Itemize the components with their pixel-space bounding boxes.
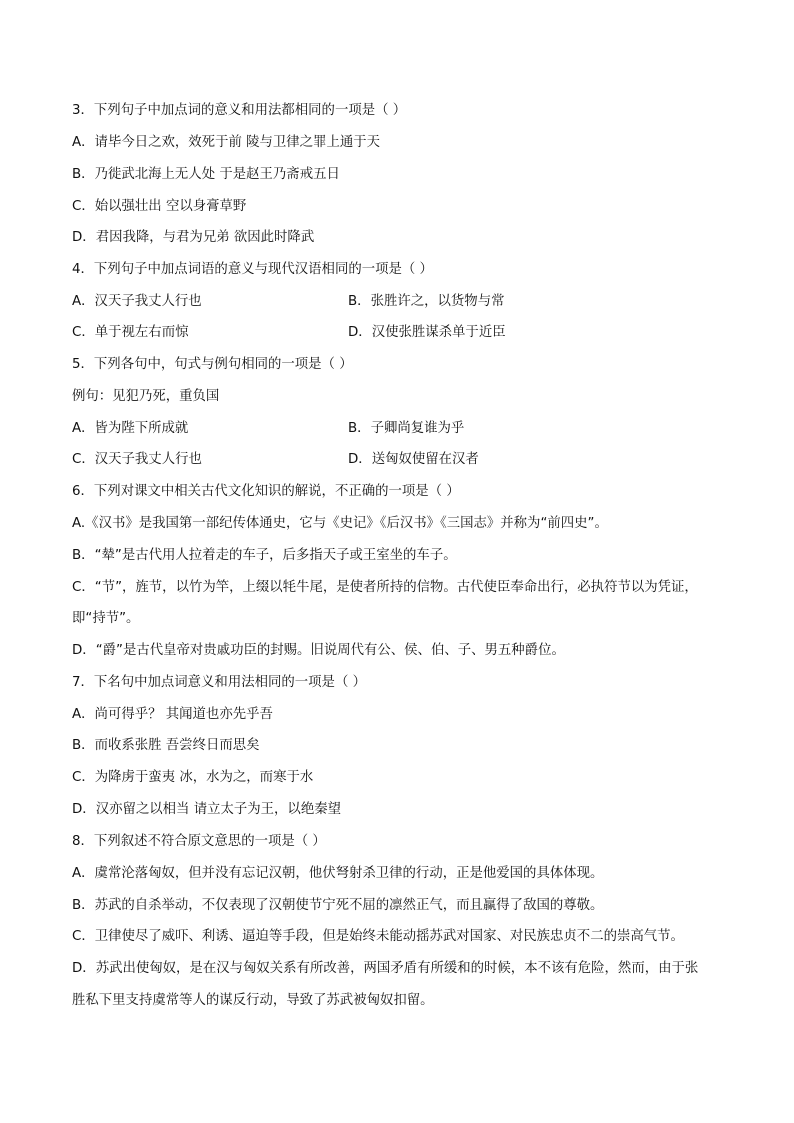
question-7-option-b: B．而收系张胜 吾尝终日而思矣 bbox=[72, 738, 260, 753]
question-4-option-b: B．张胜许之，以货物与常 bbox=[348, 294, 505, 309]
question-5-row-2 bbox=[72, 449, 734, 471]
question-5-option-c: C．汉天子我丈人行也 bbox=[72, 452, 202, 467]
question-5-example: 例句：见犯乃死，重负国 bbox=[72, 389, 220, 404]
question-3-option-d: D．君因我降，与君为兄弟 欲因此时降武 bbox=[72, 230, 315, 245]
question-4-option-a: A．汉天子我丈人行也 bbox=[72, 294, 202, 309]
question-4-option-c: C．单于视左右而惊 bbox=[72, 325, 189, 340]
question-6-option-d: D．“爵”是古代皇帝对贵戚功臣的封赐。旧说周代有公、侯、伯、子、男五种爵位。 bbox=[72, 643, 565, 658]
question-3-option-b: B．乃徙武北海上无人处 于是赵王乃斋戒五日 bbox=[72, 167, 340, 182]
question-8-option-c: C．卫律使尽了威吓、利诱、逼迫等手段，但是始终未能动摇苏武对国家、对民族忠贞不二的崇高气节。 bbox=[72, 929, 684, 944]
question-4-stem: 4．下列句子中加点词语的意义与现代汉语相同的一项是（ ） bbox=[72, 262, 433, 277]
question-7-option-a: A．尚可得乎？ 其闻道也亦先乎吾 bbox=[72, 707, 273, 722]
question-4-row-1 bbox=[72, 291, 734, 313]
question-5-option-a: A．皆为陛下所成就 bbox=[72, 421, 189, 436]
question-6-option-a: A.《汉书》是我国第一部纪传体通史，它与《史记》《后汉书》《三国志》并称为“前四史”。 bbox=[72, 516, 608, 531]
question-8-option-d-continued: 胜私下里支持虞常等人的谋反行动，导致了苏武被匈奴扣留。 bbox=[72, 993, 434, 1008]
question-6-option-c-continued: 即“持节”。 bbox=[72, 611, 140, 626]
question-6-stem: 6．下列对课文中相关古代文化知识的解说，不正确的一项是（ ） bbox=[72, 484, 460, 499]
question-7-stem: 7．下名句中加点词意义和用法相同的一项是（ ） bbox=[72, 675, 366, 690]
question-8-option-d: D．苏武出使匈奴，是在汉与匈奴关系有所改善，两国矛盾有所缓和的时候，本不该有危险，然而，由于张 bbox=[72, 961, 699, 976]
question-7-option-c: C．为降虏于蛮夷 冰，水为之，而寒于水 bbox=[72, 770, 314, 785]
question-8-stem: 8．下列叙述不符合原文意思的一项是（ ） bbox=[72, 834, 326, 849]
question-5-option-b: B．子卿尚复谁为乎 bbox=[348, 421, 465, 436]
question-3-option-a: A．请毕今日之欢，效死于前 陵与卫律之罪上通于天 bbox=[72, 135, 381, 150]
question-4-row-2 bbox=[72, 322, 734, 344]
question-6-option-c: C．“节”，旌节，以竹为竿，上缀以牦牛尾，是使者所持的信物。古代使臣奉命出行，必执符节以为凭证， bbox=[72, 580, 698, 595]
question-3-option-c: C．始以强壮出 空以身膏草野 bbox=[72, 199, 247, 214]
question-3-stem: 3．下列句子中加点词的意义和用法都相同的一项是（ ） bbox=[72, 103, 407, 118]
question-8-option-a: A．虞常沦落匈奴，但并没有忘记汉朝，他伏弩射杀卫律的行动，正是他爱国的具体体现。 bbox=[72, 866, 604, 881]
question-6-option-b: B．“辇”是古代用人拉着走的车子，后多指天子或王室坐的车子。 bbox=[72, 548, 457, 563]
question-7-option-d: D．汉亦留之以相当 请立太子为王，以绝秦望 bbox=[72, 802, 341, 817]
question-5-option-d: D．送匈奴使留在汉者 bbox=[348, 452, 479, 467]
question-8-option-b: B．苏武的自杀举动，不仅表现了汉朝使节宁死不屈的凛然正气，而且赢得了敌国的尊敬。 bbox=[72, 898, 604, 913]
question-5-row-1 bbox=[72, 418, 734, 440]
question-5-stem: 5．下列各句中，句式与例句相同的一项是（ ） bbox=[72, 357, 353, 372]
question-4-option-d: D．汉使张胜谋杀单于近臣 bbox=[348, 325, 506, 340]
